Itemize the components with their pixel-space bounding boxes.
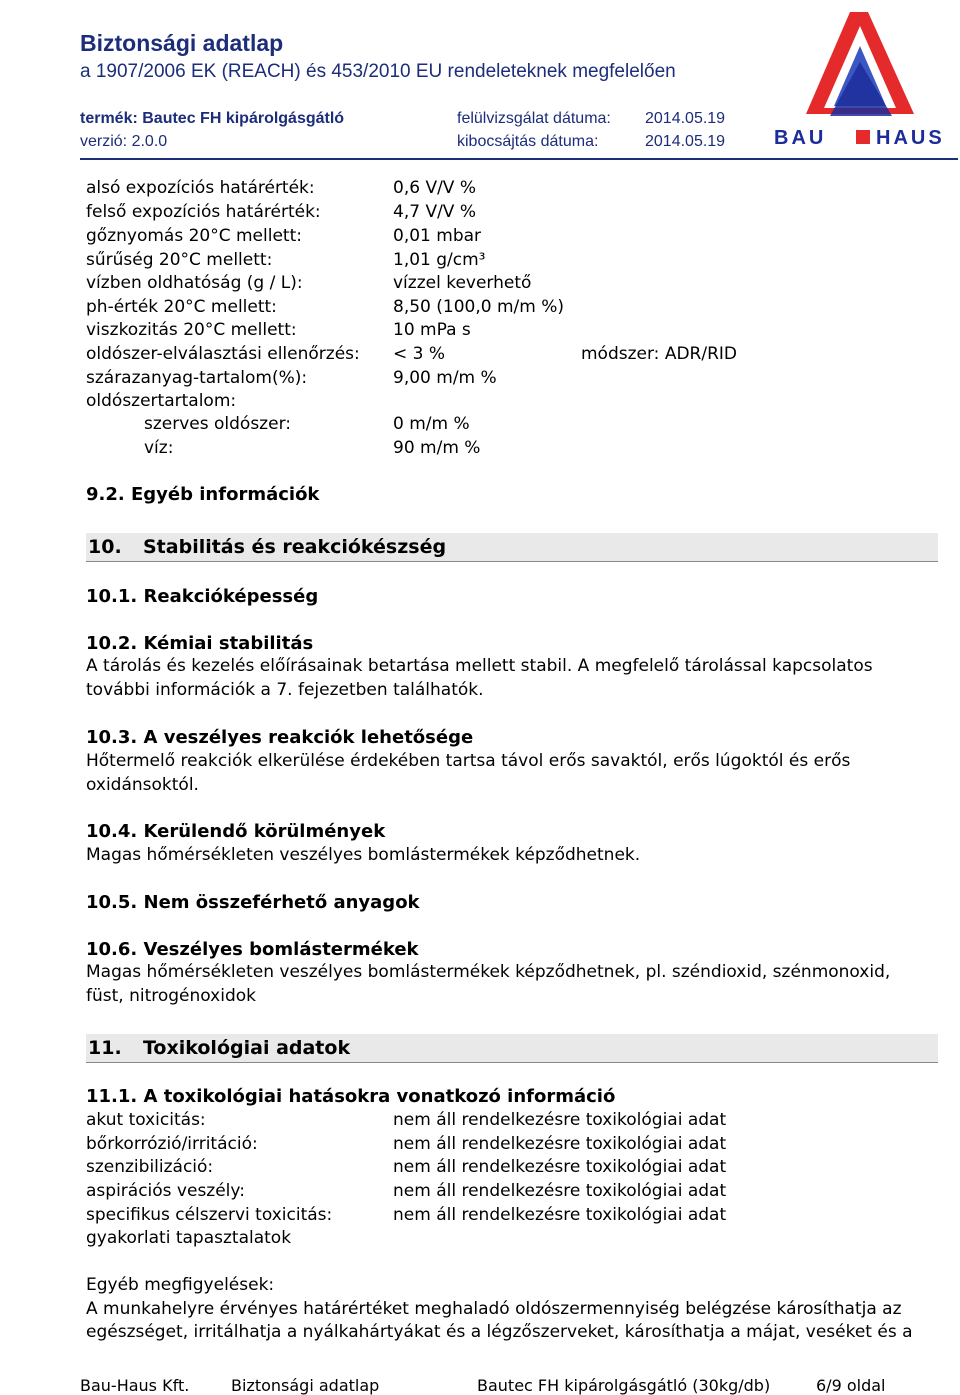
section-number: 10.: [88, 536, 122, 558]
issue-date-label: kibocsájtás dátuma:: [457, 133, 599, 150]
prop-label: szerves oldószer:: [144, 414, 291, 434]
paragraph-line: füst, nitrogénoxidok: [86, 986, 256, 1006]
tox-value: nem áll rendelkezésre toxikológiai adat: [393, 1134, 727, 1154]
section-10-3-heading: 10.3. A veszélyes reakciók lehetősége: [86, 727, 474, 748]
paragraph-line: további információk a 7. fejezetben találhatók.: [86, 680, 484, 700]
document-title: Biztonsági adatlap: [80, 30, 284, 56]
prop-value: 0 m/m %: [393, 414, 470, 434]
issue-date: 2014.05.19: [645, 133, 726, 150]
prop-value: 0,01 mbar: [393, 226, 482, 246]
prop-value: 4,7 V/V %: [393, 202, 476, 222]
prop-value: 0,6 V/V %: [393, 178, 476, 198]
paragraph-line: Hőtermelő reakciók elkerülése érdekében tartsa távol erős savaktól, erős lúgoktól és erős: [86, 751, 851, 771]
prop-label: vízben oldhatóság (g / L):: [86, 273, 303, 293]
svg-text:HAUS: HAUS: [876, 127, 945, 149]
header-divider: [80, 158, 958, 160]
prop-label: ph-érték 20°C mellett:: [86, 297, 277, 317]
prop-label: víz:: [144, 438, 174, 458]
svg-text:BAU: BAU: [774, 127, 827, 149]
paragraph-line: oxidánsoktól.: [86, 775, 199, 795]
section-title: Stabilitás és reakciókészség: [143, 536, 447, 558]
paragraph-line: Magas hőmérsékleten veszélyes bomlástermékek képződhetnek.: [86, 845, 641, 865]
section-10-6-heading: 10.6. Veszélyes bomlástermékek: [86, 939, 419, 960]
section-10-5-heading: 10.5. Nem összeférhető anyagok: [86, 892, 420, 913]
tox-label: aspirációs veszély:: [86, 1181, 245, 1201]
footer-document: Biztonsági adatlap: [231, 1376, 380, 1395]
prop-label: sűrűség 20°C mellett:: [86, 250, 273, 270]
paragraph-line: A tárolás és kezelés előírásainak betartása mellett stabil. A megfelelő tárolással kapcsolatos: [86, 656, 873, 676]
footer-product: Bautec FH kipárolgásgátló (30kg/db): [477, 1376, 771, 1395]
section-10-4-heading: 10.4. Kerülendő körülmények: [86, 821, 386, 842]
prop-label: alsó expozíciós határérték:: [86, 178, 315, 198]
paragraph-line: A munkahelyre érvényes határértéket meghaladó oldószermennyiség belégzése károsíthatja az: [86, 1299, 902, 1319]
prop-value: vízzel keverhető: [393, 273, 532, 293]
section-10-header: [86, 533, 938, 562]
tox-label: specifikus célszervi toxicitás:: [86, 1205, 333, 1225]
prop-value: 9,00 m/m %: [393, 368, 497, 388]
section-9-2-heading: 9.2. Egyéb információk: [86, 484, 320, 505]
footer-page-number: 6/9 oldal: [816, 1376, 886, 1395]
tox-label: akut toxicitás:: [86, 1110, 206, 1130]
prop-label: viszkozitás 20°C mellett:: [86, 320, 297, 340]
tox-value: nem áll rendelkezésre toxikológiai adat: [393, 1110, 727, 1130]
review-date: 2014.05.19: [645, 110, 726, 127]
prop-value: < 3 %: [393, 344, 446, 364]
section-11-1-heading: 11.1. A toxikológiai hatásokra vonatkozó információ: [86, 1086, 616, 1107]
section-10-1-heading: 10.1. Reakcióképesség: [86, 586, 319, 607]
tox-label: gyakorlati tapasztalatok: [86, 1228, 292, 1248]
tox-label: bőrkorrózió/irritáció:: [86, 1134, 258, 1154]
prop-value: 10 mPa s: [393, 320, 471, 340]
paragraph-line: egészséget, irritálhatja a nyálkahártyákat és a légzőszerveket, károsíthatja a májat, veséket és a: [86, 1322, 913, 1342]
product-name: termék: Bautec FH kipárolgásgátló: [80, 110, 345, 127]
section-10-2-heading: 10.2. Kémiai stabilitás: [86, 633, 314, 654]
tox-label: szenzibilizáció:: [86, 1157, 214, 1177]
footer-company: Bau-Haus Kft.: [80, 1376, 190, 1395]
prop-label: felső expozíciós határérték:: [86, 202, 321, 222]
tox-value: nem áll rendelkezésre toxikológiai adat: [393, 1205, 727, 1225]
tox-value: nem áll rendelkezésre toxikológiai adat: [393, 1181, 727, 1201]
prop-label: gőznyomás 20°C mellett:: [86, 226, 302, 246]
tox-value: nem áll rendelkezésre toxikológiai adat: [393, 1157, 727, 1177]
prop-value: 1,01 g/cm³: [393, 250, 486, 270]
document-subtitle: a 1907/2006 EK (REACH) és 453/2010 EU rendeleteknek megfelelően: [80, 61, 676, 82]
version: verzió: 2.0.0: [80, 133, 168, 150]
paragraph-line: Magas hőmérsékleten veszélyes bomlástermékek képződhetnek, pl. széndioxid, szénmonoxid,: [86, 962, 891, 982]
review-date-label: felülvizsgálat dátuma:: [457, 110, 611, 127]
section-11-header: [86, 1034, 938, 1063]
section-title: Toxikológiai adatok: [143, 1037, 351, 1059]
prop-method: módszer: ADR/RID: [581, 344, 737, 364]
prop-label: oldószer-elválasztási ellenőrzés:: [86, 344, 360, 364]
bauhaus-logo: [768, 4, 954, 152]
prop-label: oldószertartalom:: [86, 391, 237, 411]
prop-value: 90 m/m %: [393, 438, 481, 458]
prop-label: szárazanyag-tartalom(%):: [86, 368, 308, 388]
other-observations-title: Egyéb megfigyelések:: [86, 1275, 275, 1295]
section-number: 11.: [88, 1037, 122, 1059]
prop-value: 8,50 (100,0 m/m %): [393, 297, 564, 317]
